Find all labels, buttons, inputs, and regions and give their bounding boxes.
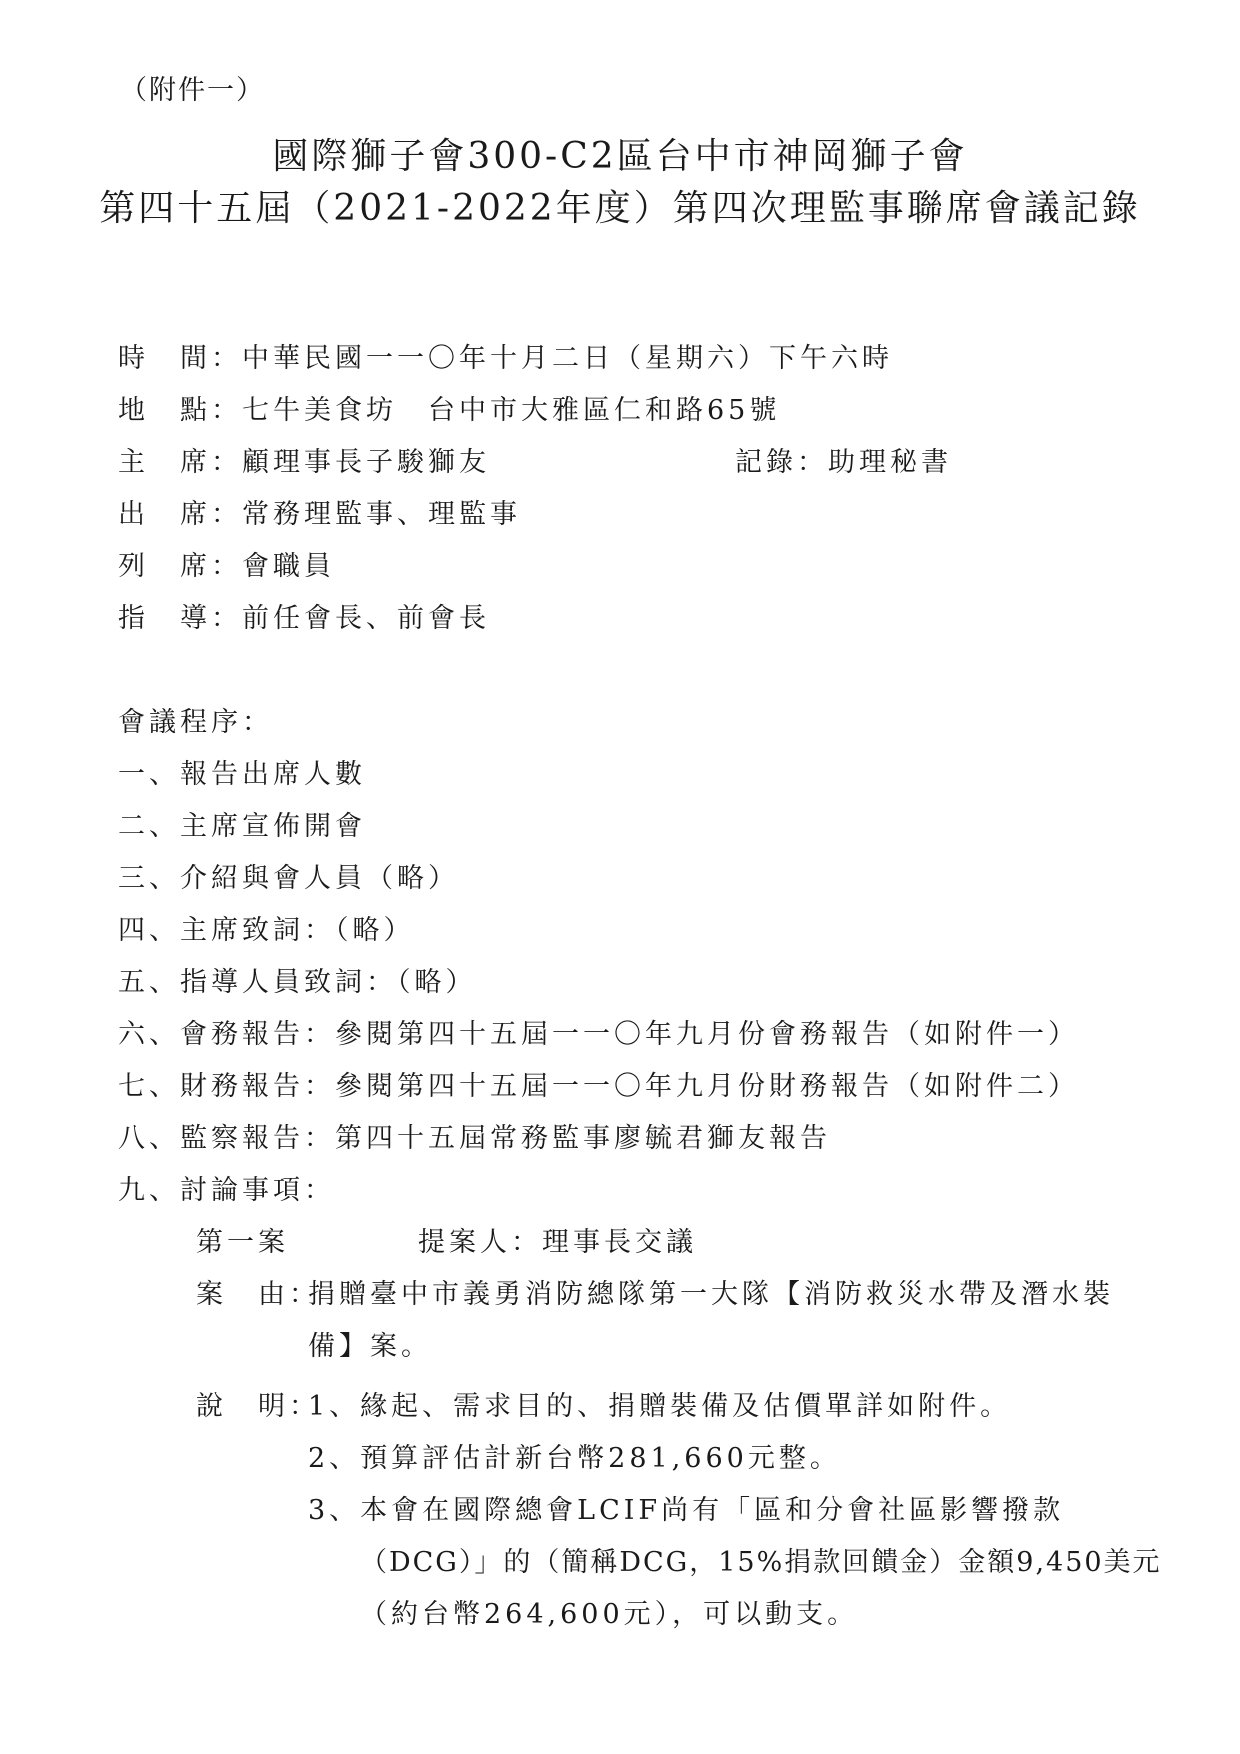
explain-item-3-line2: （DCG）」的（簡稱DCG，15%捐款回饋金）金額9,450美元 (360, 1547, 1162, 1578)
observe-value: 會職員 (242, 551, 335, 582)
document-title-line2: 第四十五屆（2021-2022年度）第四次理監事聯席會議記錄 (99, 188, 1141, 229)
explain-label: 說 明： (196, 1391, 320, 1422)
agenda-item: 八、監察報告：第四十五屆常務監事廖毓君獅友報告 (118, 1123, 831, 1154)
guide-label: 指 導： (118, 603, 242, 634)
guide-value: 前任會長、前會長 (242, 603, 490, 634)
explain-item-2: 2、預算評估計新台幣281,660元整。 (308, 1443, 841, 1474)
explain-item-3-line1: 3、本會在國際總會LCIF尚有「區和分會社區影響撥款 (308, 1495, 1065, 1526)
guide-row (118, 596, 490, 635)
place-row (118, 388, 780, 427)
place-label: 地 點： (118, 395, 242, 426)
agenda-item: 九、討論事項： (118, 1175, 335, 1206)
reason-line2: 備】案。 (308, 1331, 432, 1362)
agenda-item: 六、會務報告：參閱第四十五屆一一〇年九月份會務報告（如附件一） (118, 1019, 1079, 1050)
time-row (118, 336, 893, 375)
case-title: 第一案 (196, 1227, 289, 1258)
agenda-item: 五、指導人員致詞：（略） (118, 967, 477, 998)
explain-item-3-line3: （約台幣264,600元），可以動支。 (360, 1599, 859, 1630)
observe-row (118, 544, 335, 583)
time-label: 時 間： (118, 343, 242, 374)
agenda-item: 七、財務報告：參閱第四十五屆一一〇年九月份財務報告（如附件二） (118, 1071, 1079, 1102)
explain-item-1: 1、緣起、需求目的、捐贈裝備及估價單詳如附件。 (308, 1391, 1012, 1422)
attend-row (118, 492, 521, 531)
place-value: 七牛美食坊 台中市大雅區仁和路65號 (242, 395, 781, 426)
attachment-label: （附件一） (120, 75, 265, 106)
reason-line1: 捐贈臺中市義勇消防總隊第一大隊【消防救災水帶及潛水裝 (308, 1279, 1114, 1310)
proposer: 提案人：理事長交議 (418, 1227, 697, 1258)
observe-label: 列 席： (118, 551, 242, 582)
attend-value: 常務理監事、理監事 (242, 499, 521, 530)
chair-label: 主 席： (118, 447, 242, 478)
agenda-item: 二、主席宣佈開會 (118, 811, 366, 842)
agenda-item: 四、主席致詞：（略） (118, 915, 415, 946)
chair-row (118, 440, 490, 479)
time-value: 中華民國一一〇年十月二日（星期六）下午六時 (242, 343, 893, 374)
document-title-line1: 國際獅子會300-C2區台中市神岡獅子會 (272, 136, 968, 177)
reason-label: 案 由： (196, 1279, 320, 1310)
chair-value: 顧理事長子駿獅友 (242, 447, 490, 478)
agenda-item: 一、報告出席人數 (118, 759, 366, 790)
recorder: 記錄：助理秘書 (735, 447, 952, 478)
agenda-item: 三、介紹與會人員（略） (118, 863, 459, 894)
agenda-heading: 會議程序： (118, 707, 273, 738)
attend-label: 出 席： (118, 499, 242, 530)
